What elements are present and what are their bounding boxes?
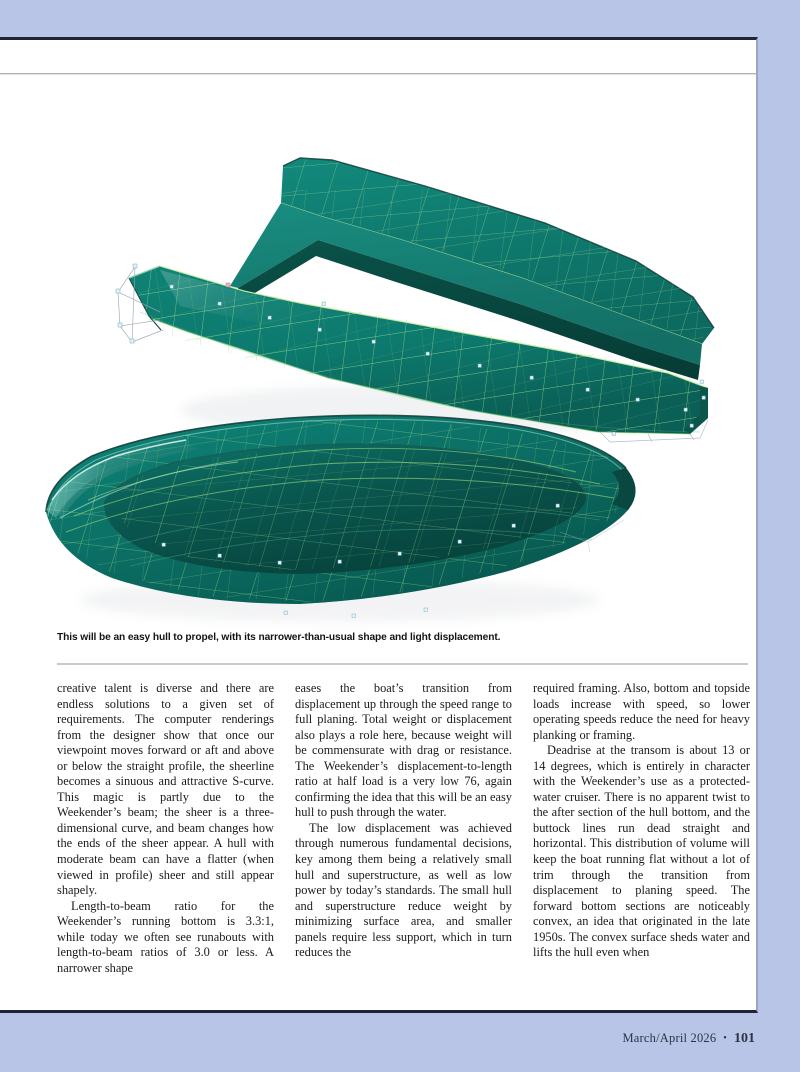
body-column-1 (57, 681, 274, 976)
figure-caption: This will be an easy hull to propel, with its narrower-than-usual shape and light displacement. (57, 632, 501, 643)
paragraph: The low displacement was achieved through numerous fundamental decisions, key among them being a relatively small hull and superstructure, as well as low power by today’s standards. The small hull and superstructure reduce weight by minimizing surface area, and smaller panels require less support, which in turn reduces the (295, 820, 512, 960)
paragraph: Length-to-beam ratio for the Weekender’s running bottom is 3.3:1, while today we often see runabouts with length-to-beam ratios of 3.0 or less. A narrower shape (57, 898, 274, 975)
folio (622, 1031, 755, 1047)
page-footer (0, 1013, 800, 1072)
caption-divider-rule (57, 663, 748, 665)
folio-separator: • (723, 1033, 727, 1044)
paragraph: required framing. Also, bottom and topside loads increase with speed, so lower operating speeds reduce the need for heavy planking or framing. (533, 681, 750, 742)
paragraph: creative talent is diverse and there are endless solutions to a given set of requirements. The computer renderings from the designer show that once our viewpoint moves forward or aft and above or below the straight profile, the sheerline becomes a sinuous and attractive S-curve. This magic is partly due to the Weekender’s beam; the sheer is a three-dimensional curve, and beam changes how the ends of the sheer appear. A hull with moderate beam can have a flatter (when viewed in profile) sheer and still appear shapely. (57, 681, 274, 898)
paragraph: Deadrise at the transom is about 13 or 14 degrees, which is entirely in character with the Weekender’s use as a protected-water cruiser. There is no apparent twist to the after section of the hull bottom, and the buttock lines run dead straight and horizontal. This distribution of volume will keep the boat running flat without a lot of trim through the transition from displacement to planing speed. The forward bottom sections are noticeably convex, an idea that originated in the late 1950s. The convex surface sheds water and lifts the hull even when (533, 743, 750, 960)
magazine-page-sheet (0, 37, 758, 1013)
body-column-2 (295, 681, 512, 976)
hull-renderings-figure (0, 80, 756, 660)
paragraph: eases the boat’s transition from displacement up through the speed range to full planing. Total weight or displacement also plays a role here, because weight will be commensurate with drag or resistance. The Weekender’s displacement-to-length ratio at half load is a very low 76, again confirming the idea that this will be an easy hull to push through the water. (295, 681, 512, 820)
issue-date: March/April 2026 (622, 1031, 717, 1045)
top-header-rule (0, 73, 756, 74)
page-number: 101 (734, 1031, 755, 1046)
body-column-3 (533, 681, 750, 976)
article-body-columns (57, 681, 751, 976)
